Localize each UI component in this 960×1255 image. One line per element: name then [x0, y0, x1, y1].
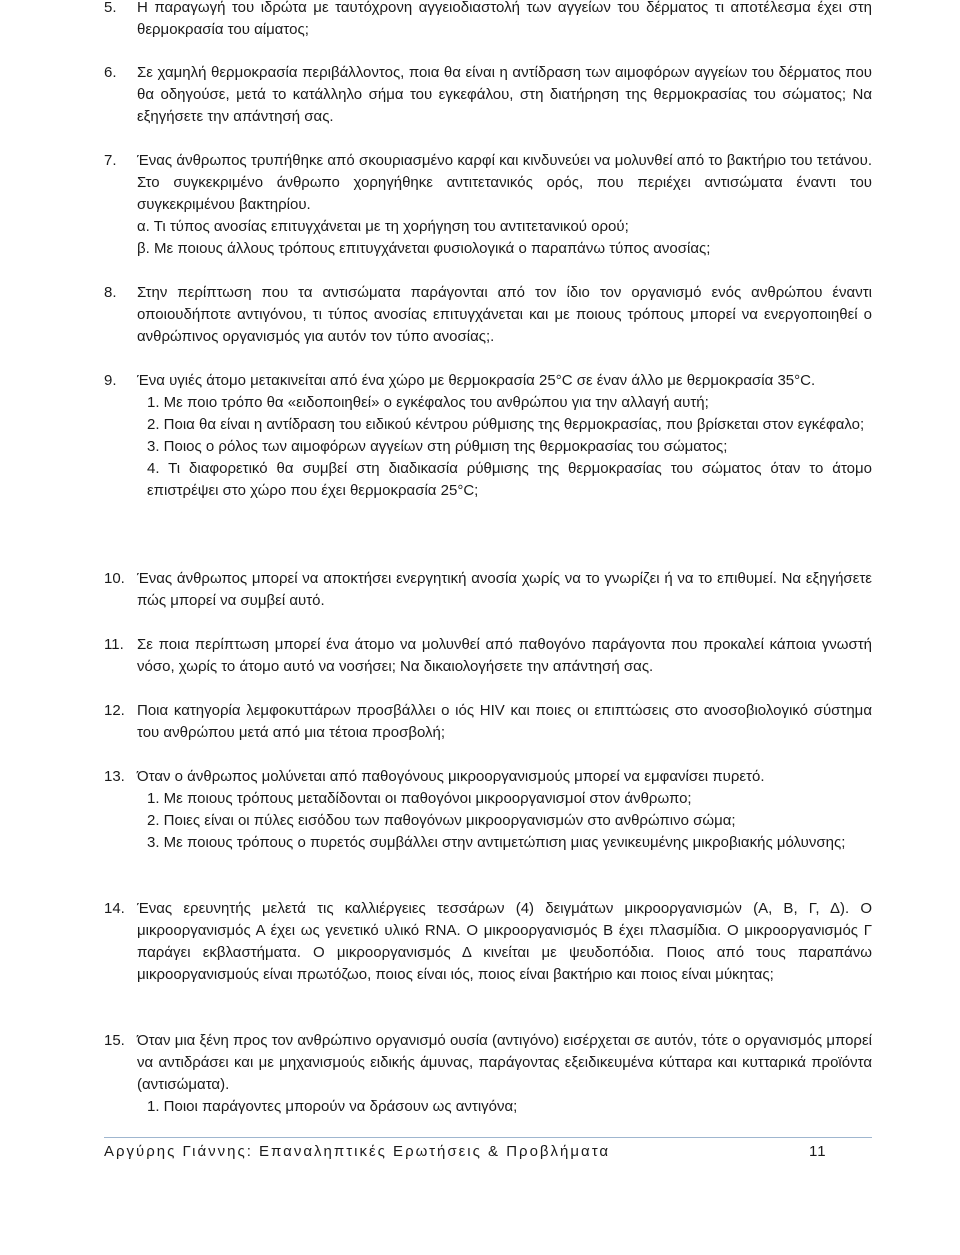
sub-question: 1. Με ποιους τρόπους μεταδίδονται οι παθογόνοι μικροοργανισμοί στον άνθρωπο; — [147, 790, 692, 807]
question-text: Η παραγωγή του ιδρώτα με ταυτόχρονη αγγειοδιαστολή των αγγείων του δέρματος τι αποτέλεσμα έχει στη θερμοκρασία του αίματος; — [137, 0, 872, 38]
question-number: 7. — [104, 152, 117, 169]
sub-question: 1. Ποιοι παράγοντες μπορούν να δράσουν ως αντιγόνα; — [147, 1098, 518, 1115]
question-item — [104, 62, 872, 128]
question-text: Όταν μια ξένη προς τον ανθρώπινο οργανισμό ουσία (αντιγόνο) εισέρχεται σε αυτόν, τότε ο οργανισμός μπορεί να αντιδράσει και με μηχανισμούς ειδικής άμυνας, παράγοντας εξειδικευμένα κύτταρα και κυτταρικά προϊόντα (αντισώματα). — [137, 1032, 872, 1093]
question-item — [104, 700, 872, 744]
question-number: 10. — [104, 570, 125, 587]
question-item — [104, 370, 872, 502]
question-item — [104, 0, 872, 41]
sub-question: 2. Ποια θα είναι η αντίδραση του ειδικού κέντρου ρύθμισης της θερμοκρασίας, που βρίσκεται στον εγκέφαλο; — [147, 416, 865, 433]
question-text: Ένας άνθρωπος τρυπήθηκε από σκουριασμένο καρφί και κινδυνεύει να μολυνθεί από το βακτήριο του τετάνου. Στο συγκεκριμένο άνθρωπο χορηγήθηκε αντιτετανικός ορός, που περιέχει αντισώματα έναντι του συγκεκριμένου βακτηρίου. — [137, 152, 872, 213]
sub-question: 3. Ποιος ο ρόλος των αιμοφόρων αγγείων στη ρύθμιση της θερμοκρασίας του σώματος; — [147, 438, 728, 455]
sub-question: α. Τι τύπος ανοσίας επιτυγχάνεται με τη χορήγηση του αντιτετανικού ορού; — [137, 218, 629, 235]
page-footer — [104, 1143, 872, 1160]
footer-author-title: Αργύρης Γιάννης: Επαναληπτικές Ερωτήσεις & Προβλήματα — [104, 1143, 611, 1160]
footer-divider — [104, 1137, 872, 1138]
question-number: 8. — [104, 284, 117, 301]
question-number: 15. — [104, 1032, 125, 1049]
question-item — [104, 634, 872, 678]
question-item — [104, 282, 872, 348]
question-item — [104, 568, 872, 612]
question-item — [104, 150, 872, 260]
sub-question: 2. Ποιες είναι οι πύλες εισόδου των παθογόνων μικροοργανισμών στο ανθρώπινο σώμα; — [147, 812, 736, 829]
question-text: Στην περίπτωση που τα αντισώματα παράγονται από τον ίδιο τον οργανισμό ενός ανθρώπου έναντι οποιουδήποτε αντιγόνου, τι τύπος ανοσίας επιτυγχάνεται και με ποιους τρόπους μπορεί να ενεργοποιηθεί ο ανθρώπινος οργανισμός για αυτόν τον τύπο ανοσίας;. — [137, 284, 872, 345]
page-number: 11 — [809, 1143, 827, 1160]
question-text: Σε ποια περίπτωση μπορεί ένα άτομο να μολυνθεί από παθογόνο παράγοντα που προκαλεί κάποια γνωστή νόσο, χωρίς το άτομο αυτό να νοσήσει; Να δικαιολογήσετε την απάντησή σας. — [137, 636, 872, 675]
question-text: Ένας ερευνητής μελετά τις καλλιέργειες τεσσάρων (4) δειγμάτων μικροοργανισμών (Α, Β, Γ, Δ). Ο μικροοργανισμός Α έχει ως γενετικό υλικό RNA. Ο μικροοργανισμός Β έχει πλασμίδια. Ο μικροοργανισμός Γ παράγει εκβλαστήματα. Ο μικροοργανισμός Δ κινείται με ψευδοπόδια. Ποιος από τους παραπάνω μικροοργανισμούς είναι πρωτόζωο, ποιος είναι ιός, ποιος είναι βακτήριο και ποιος είναι μύκητας; — [137, 900, 872, 983]
question-item — [104, 766, 872, 854]
question-item — [104, 1030, 872, 1118]
question-number: 9. — [104, 372, 117, 389]
question-number: 14. — [104, 900, 125, 917]
question-number: 6. — [104, 64, 117, 81]
question-number: 13. — [104, 768, 125, 785]
question-item — [104, 898, 872, 986]
question-text: Ένας άνθρωπος μπορεί να αποκτήσει ενεργητική ανοσία χωρίς να το γνωρίζει ή να το επιθυμεί. Να εξηγήσετε πώς μπορεί να συμβεί αυτό. — [137, 570, 872, 609]
question-text: Ένα υγιές άτομο μετακινείται από ένα χώρο με θερμοκρασία 25°C σε έναν άλλο με θερμοκρασία 35°C. — [137, 372, 816, 389]
question-number: 5. — [104, 0, 117, 16]
sub-question: 3. Με ποιους τρόπους ο πυρετός συμβάλλει στην αντιμετώπιση μιας γενικευμένης μικροβιακής μόλυνσης; — [147, 834, 846, 851]
question-number: 11. — [104, 636, 124, 653]
question-text: Όταν ο άνθρωπος μολύνεται από παθογόνους μικροοργανισμούς μπορεί να εμφανίσει πυρετό. — [137, 768, 765, 785]
sub-question: β. Με ποιους άλλους τρόπους επιτυγχάνεται φυσιολογικά ο παραπάνω τύπος ανοσίας; — [137, 240, 711, 257]
sub-question: 1. Με ποιο τρόπο θα «ειδοποιηθεί» ο εγκέφαλος του ανθρώπου για την αλλαγή αυτή; — [147, 394, 709, 411]
sub-question: 4. Τι διαφορετικό θα συμβεί στη διαδικασία ρύθμισης της θερμοκρασίας του σώματος όταν το άτομο επιστρέψει στο χώρο που έχει θερμοκρασία 25°C; — [147, 460, 872, 499]
question-number: 12. — [104, 702, 125, 719]
question-text: Ποια κατηγορία λεμφοκυττάρων προσβάλλει ο ιός HIV και ποιες οι επιπτώσεις στο ανοσοβιολογικό σύστημα του ανθρώπου μετά από μια τέτοια προσβολή; — [137, 702, 872, 741]
question-text: Σε χαμηλή θερμοκρασία περιβάλλοντος, ποια θα είναι η αντίδραση των αιμοφόρων αγγείων του δέρματος που θα οδηγούσε, μετά το κατάλληλο σήμα του εγκεφάλου, στη διατήρηση της θερμοκρασίας του σώματος; Να εξηγήσετε την απάντησή σας. — [137, 64, 872, 125]
